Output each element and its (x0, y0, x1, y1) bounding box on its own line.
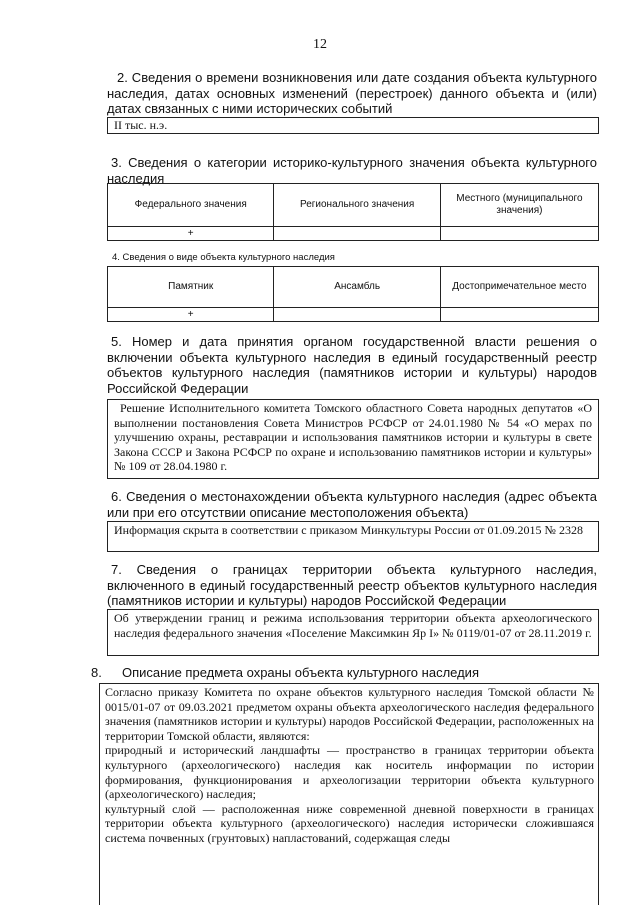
page-number: 12 (313, 37, 327, 52)
section-6-heading: 6. Сведения о местонахождении объекта культурного наследия (адрес объекта или при его отсутствии описание местоположения объекта) (107, 489, 597, 520)
type-header-ensemble: Ансамбль (274, 267, 440, 308)
section-8-heading: Описание предмета охраны объекта культурного наследия (122, 665, 479, 680)
type-header-landmark: Достопримечательное место (440, 267, 598, 308)
section-3-heading: 3. Сведения о категории историко-культурного значения объекта культурного наследия (107, 155, 597, 186)
section-8-value (99, 683, 599, 905)
type-mark-monument: + (108, 308, 274, 322)
section-2-heading: 2. Сведения о времени возникновения или дате создания объекта культурного наследия, датах основных изменений (перестроек) данного объекта и (или) датах связанных с ними исторических событий (107, 70, 597, 116)
section-8-paragraph: природный и исторический ландшафты — пространство в границах территории объекта культурного (археологического) наследия как носитель информации по истории формирования, функционирования и археологизации территории объекта культурного (археологического) наследия; (105, 743, 594, 802)
category-header-local: Местного (муниципального значения) (440, 184, 598, 227)
section-5-heading: 5. Номер и дата принятия органом государственной власти решения о включении объекта культурного наследия в единый государственный реестр объектов культурного наследия (памятников истории и культуры) народов Российской Федерации (107, 334, 597, 396)
section-4-heading: 4. Сведения о виде объекта культурного наследия (112, 252, 335, 263)
category-header-federal: Федерального значения (108, 184, 274, 227)
section-6-value: Информация скрыта в соответствии с приказом Минкультуры России от 01.09.2015 № 2328 (107, 521, 599, 552)
section-7-heading: 7. Сведения о границах территории объекта культурного наследия, включенного в единый государственный реестр объектов культурного наследия (памятников истории и культуры) народов Российской Федерации (107, 562, 597, 608)
category-header-regional: Регионального значения (274, 184, 440, 227)
section-5-value: Решение Исполнительного комитета Томского областного Совета народных депутатов «О выполнении постановления Совета Министров РСФСР от 24.01.1980 № 54 «О мерах по улучшению охраны, реставрации и использования памятников истории и культуры в свете Закона СССР и Закона РСФСР по охране и использованию памятников истории и культуры» № 109 от 28.04.1980 г. (107, 399, 599, 479)
section-2-value: II тыс. н.э. (107, 117, 599, 134)
type-mark-ensemble (274, 308, 440, 322)
category-mark-regional (274, 227, 440, 241)
type-table (107, 266, 599, 322)
category-mark-federal: + (108, 227, 274, 241)
section-8-paragraph: Согласно приказу Комитета по охране объектов культурного наследия Томской области № 0015/01-07 от 09.03.2021 предметом охраны объекта археологического наследия федерального значения (памятников истории и культуры) народов Российской Федерации, расположенных на территории Томской области, являются: (105, 685, 594, 743)
section-8-paragraph: культурный слой — расположенная ниже современной дневной поверхности в границах территории объекта культурного (археологического) наследия исторически сложившаяся система почвенных (грунтовых) напластований, содержащая следы (105, 801, 594, 845)
type-mark-landmark (440, 308, 598, 322)
section-7-value: Об утверждении границ и режима использования территории объекта археологического наследия федерального значения «Поселение Максимкин Яр I» № 0119/01-07 от 28.11.2019 г. (107, 609, 599, 656)
type-header-monument: Памятник (108, 267, 274, 308)
category-table (107, 183, 599, 241)
category-mark-local (440, 227, 598, 241)
section-8-number: 8. (91, 665, 102, 680)
